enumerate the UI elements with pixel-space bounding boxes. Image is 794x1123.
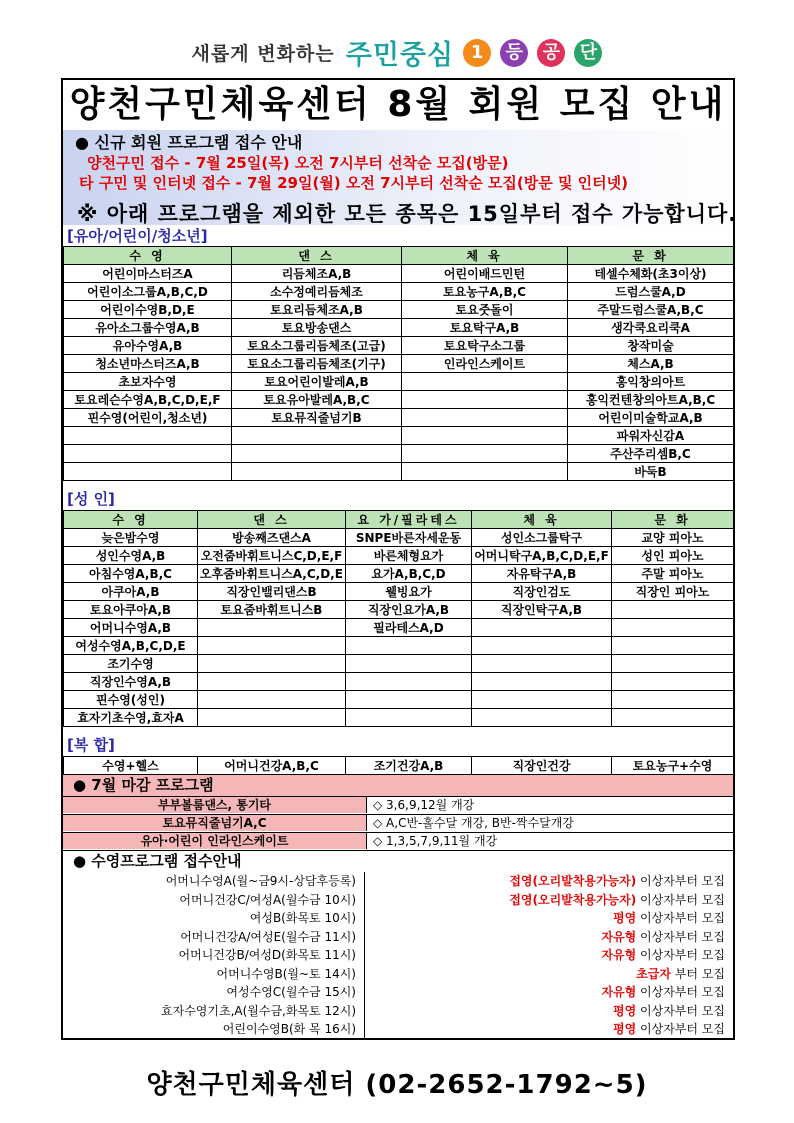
swim-program-requirement xyxy=(365,909,733,928)
notice-line-nonresident: 타 구민 및 인터넷 접수 - 7월 29일(월) 오전 7시부터 선착순 모집(방문 및 인터넷) xyxy=(79,174,629,192)
section-title-youth: [유아/어린이/청소년] xyxy=(67,227,208,245)
youth-program-cell xyxy=(402,409,568,427)
table-row xyxy=(64,337,734,355)
youth-program-cell: 테셀수체화(초3이상) xyxy=(568,265,734,283)
swim-program-name: 어린이수영B(화 목 16시) xyxy=(63,1020,365,1039)
swim-program-row xyxy=(63,1020,733,1039)
swim-level-suffix: 이상자부터 모집 xyxy=(636,1022,725,1036)
swim-program-requirement xyxy=(365,928,733,947)
swim-level-suffix: 이상자부터 모집 xyxy=(636,1003,725,1018)
swim-level: 접영(오리발착용가능자) xyxy=(509,874,637,888)
combined-program-cell: 직장인건강 xyxy=(472,757,612,775)
adult-program-cell xyxy=(612,601,734,619)
adult-program-cell: SNPE바른자세운동 xyxy=(346,529,472,547)
adult-program-cell xyxy=(472,655,612,673)
youth-program-cell: 인라인스케이트 xyxy=(402,355,568,373)
adult-header-cell: 문 화 xyxy=(612,511,734,529)
youth-program-cell: 창작미술 xyxy=(568,337,734,355)
adult-program-cell xyxy=(612,637,734,655)
combined-program-cell: 조기건강A,B xyxy=(346,757,472,775)
adult-program-cell: 직장인 피아노 xyxy=(612,583,734,601)
table-row xyxy=(64,565,734,583)
logo-badge-3: 공 xyxy=(537,39,565,67)
adult-program-cell: 핀수영(성인) xyxy=(64,691,198,709)
adult-program-cell: 웰빙요가 xyxy=(346,583,472,601)
swim-program-name: 효자수영기초,A(월수금,화목토 12시) xyxy=(63,1002,365,1021)
combined-program-cell: 수영+헬스 xyxy=(64,757,198,775)
closing-program-name: 부부볼룸댄스, 통기타 xyxy=(63,796,367,813)
youth-program-cell: 청소년마스터즈A,B xyxy=(64,355,232,373)
table-row xyxy=(64,301,734,319)
swim-level: 평영 xyxy=(613,1003,637,1018)
adult-program-cell: 방송째즈댄스A xyxy=(198,529,346,547)
swimming-heading: ● 수영프로그램 접수안내 xyxy=(63,850,733,871)
closing-heading: ● 7월 마감 프로그램 xyxy=(63,775,733,796)
youth-program-cell: 토요레슨수영A,B,C,D,E,F xyxy=(64,391,232,409)
swim-program-name: 어머니수영A(월~금9시-상담후등록) xyxy=(63,872,365,891)
youth-program-cell: 토요어린이발레A,B xyxy=(232,373,402,391)
adult-program-cell: 성인 피아노 xyxy=(612,547,734,565)
adult-program-cell: 교양 피아노 xyxy=(612,529,734,547)
adult-program-cell: 직장인수영A,B xyxy=(64,673,198,691)
adult-program-cell: 조기수영 xyxy=(64,655,198,673)
youth-header-cell: 문 화 xyxy=(568,247,734,265)
youth-header-cell: 수 영 xyxy=(64,247,232,265)
adult-program-cell: 바른체형요가 xyxy=(346,547,472,565)
adult-program-cell xyxy=(472,637,612,655)
logo-badge-4: 단 xyxy=(574,39,602,67)
youth-program-cell: 어린이미술학교A,B xyxy=(568,409,734,427)
adult-program-cell: 여성수영A,B,C,D,E xyxy=(64,637,198,655)
youth-program-cell: 파워자신감A xyxy=(568,427,734,445)
table-row xyxy=(64,637,734,655)
youth-program-cell: 유아소그룹수영A,B xyxy=(64,319,232,337)
table-row xyxy=(64,373,734,391)
combined-program-cell: 토요농구+수영 xyxy=(612,757,734,775)
adult-program-cell xyxy=(198,655,346,673)
swim-program-requirement xyxy=(365,891,733,910)
closing-program-name: 유아·어린이 인라인스케이트 xyxy=(63,832,367,849)
youth-program-cell: 핀수영(어린이,청소년) xyxy=(64,409,232,427)
adult-program-cell xyxy=(612,709,734,727)
adult-program-cell: 오전줌바휘트니스C,D,E,F xyxy=(198,547,346,565)
closing-program-info: ◇ A,C반-홀수달 개강, B반-짝수달개강 xyxy=(367,814,733,831)
youth-program-cell: 토요뮤직줄넘기B xyxy=(232,409,402,427)
adult-program-cell xyxy=(346,673,472,691)
youth-program-cell: 토요소그룹리듬체조(고급) xyxy=(232,337,402,355)
adult-program-cell xyxy=(198,673,346,691)
swim-program-row xyxy=(63,1002,733,1021)
youth-program-cell: 생각쿡요리쿡A xyxy=(568,319,734,337)
table-row xyxy=(64,601,734,619)
youth-program-cell: 주말드럼스쿨A,B,C xyxy=(568,301,734,319)
adult-program-cell xyxy=(346,709,472,727)
youth-program-cell xyxy=(64,427,232,445)
swim-program-row xyxy=(63,891,733,910)
adult-program-cell xyxy=(346,691,472,709)
adult-program-cell xyxy=(346,655,472,673)
swim-program-row xyxy=(63,983,733,1002)
adult-program-cell: 효자기초수영,효자A xyxy=(64,709,198,727)
adult-program-cell: 요가A,B,C,D xyxy=(346,565,472,583)
page-title: 양천구민체육센터 8월 회원 모집 안내 xyxy=(63,80,733,132)
youth-program-cell xyxy=(402,373,568,391)
adult-program-cell: 토요아쿠아A,B xyxy=(64,601,198,619)
swim-program-row xyxy=(63,928,733,947)
notice-line-resident: 양천구민 접수 - 7월 25일(목) 오전 7시부터 선착순 모집(방문) xyxy=(87,154,509,172)
swim-level-suffix: 이상자부터 모집 xyxy=(636,892,725,907)
table-row xyxy=(64,691,734,709)
table-row xyxy=(64,319,734,337)
adult-program-cell xyxy=(198,619,346,637)
youth-program-cell: 토요방송댄스 xyxy=(232,319,402,337)
swim-level: 평영 xyxy=(613,1022,637,1036)
youth-program-cell: 유아수영A,B xyxy=(64,337,232,355)
swim-level-suffix: 부터 모집 xyxy=(671,966,725,981)
logo-badge-2: 등 xyxy=(500,39,528,67)
table-row xyxy=(64,391,734,409)
closing-program-info: ◇ 1,3,5,7,9,11월 개강 xyxy=(367,832,733,849)
adult-program-table xyxy=(63,510,734,727)
table-row xyxy=(64,283,734,301)
adult-header-cell: 체 육 xyxy=(472,511,612,529)
table-row xyxy=(64,409,734,427)
swim-level-suffix: 이상자부터 모집 xyxy=(636,929,725,944)
adult-program-cell: 성인소그룹탁구 xyxy=(472,529,612,547)
youth-program-cell: 어린이수영B,D,E xyxy=(64,301,232,319)
youth-program-cell xyxy=(402,463,568,481)
youth-program-cell: 토요유아발레A,B,C xyxy=(232,391,402,409)
adult-program-cell: 주말 피아노 xyxy=(612,565,734,583)
adult-program-cell: 토요줌바휘트니스B xyxy=(198,601,346,619)
table-row xyxy=(64,427,734,445)
notice-frame xyxy=(61,78,738,1040)
table-row xyxy=(64,619,734,637)
youth-program-cell: 홍익컨텐창의아트A,B,C xyxy=(568,391,734,409)
swim-program-requirement xyxy=(365,946,733,965)
swim-level-suffix: 이상자부터 모집 xyxy=(636,874,725,888)
section-title-combined: [복 합] xyxy=(67,736,115,754)
footer-contact: 양천구민체육센터 (02-2652-1792~5) xyxy=(146,1070,648,1100)
combined-program-cell: 어머니건강A,B,C xyxy=(198,757,346,775)
closing-program-row xyxy=(63,832,733,849)
logo-badge-1: 1 xyxy=(463,39,491,67)
table-row xyxy=(64,445,734,463)
youth-program-cell: 어린이마스터즈A xyxy=(64,265,232,283)
swim-level: 자유형 xyxy=(601,985,637,999)
notice-line-exception: ※ 아래 프로그램을 제외한 모든 종목은 15일부터 접수 가능합니다. xyxy=(77,202,738,226)
adult-program-cell: 자유탁구A,B xyxy=(472,565,612,583)
youth-program-cell: 토요소그룹리듬체조(기구) xyxy=(232,355,402,373)
adult-program-cell: 아쿠아A,B xyxy=(64,583,198,601)
adult-program-cell: 어머니탁구A,B,C,D,E,F xyxy=(472,547,612,565)
table-row xyxy=(64,673,734,691)
adult-program-cell xyxy=(198,691,346,709)
adult-program-cell: 아침수영A,B,C xyxy=(64,565,198,583)
youth-program-cell: 체스A,B xyxy=(568,355,734,373)
adult-program-cell xyxy=(612,691,734,709)
youth-program-cell: 토요리듬체조A,B xyxy=(232,301,402,319)
adult-program-cell xyxy=(612,673,734,691)
swim-level-suffix: 이상자부터 모집 xyxy=(636,911,725,925)
adult-program-cell: 직장인검도 xyxy=(472,583,612,601)
swim-program-requirement xyxy=(365,1020,733,1039)
table-row xyxy=(64,709,734,727)
swim-program-name: 어머니건강B/여성D(화목토 11시) xyxy=(63,946,365,965)
youth-program-cell: 리듬체조A,B xyxy=(232,265,402,283)
swim-level: 자유형 xyxy=(601,929,637,944)
adult-program-cell xyxy=(198,637,346,655)
swim-program-requirement xyxy=(365,983,733,1002)
slogan-emphasis: 주민중심 xyxy=(345,40,455,71)
swim-level: 자유형 xyxy=(601,948,637,962)
youth-program-cell xyxy=(402,427,568,445)
youth-program-cell: 주산주리셈B,C xyxy=(568,445,734,463)
adult-program-cell: 직장인탁구A,B xyxy=(472,601,612,619)
adult-program-cell xyxy=(612,619,734,637)
youth-header-cell: 체 육 xyxy=(402,247,568,265)
table-row xyxy=(64,463,734,481)
swim-program-requirement xyxy=(365,1002,733,1021)
adult-program-cell xyxy=(346,637,472,655)
swim-level-suffix: 이상자부터 모집 xyxy=(636,948,725,962)
slogan xyxy=(0,33,794,73)
youth-program-cell xyxy=(402,391,568,409)
adult-program-cell xyxy=(472,709,612,727)
swim-program-name: 어머니건강C/여성A(월수금 10시) xyxy=(63,891,365,910)
youth-program-cell: 소수정예리듬체조 xyxy=(232,283,402,301)
adult-program-cell xyxy=(472,673,612,691)
swim-program-requirement xyxy=(365,872,733,891)
swim-program-name: 여성수영C(월수금 15시) xyxy=(63,983,365,1002)
youth-program-cell: 어린이소그룹A,B,C,D xyxy=(64,283,232,301)
swim-level-suffix: 이상자부터 모집 xyxy=(636,985,725,999)
table-row xyxy=(64,265,734,283)
swim-program-row xyxy=(63,909,733,928)
adult-program-cell: 직장인밸리댄스B xyxy=(198,583,346,601)
youth-program-cell: 드럼스쿨A,D xyxy=(568,283,734,301)
table-row xyxy=(64,583,734,601)
table-row xyxy=(64,529,734,547)
youth-program-cell xyxy=(232,463,402,481)
adult-program-cell xyxy=(612,655,734,673)
youth-program-cell xyxy=(232,427,402,445)
swim-program-row xyxy=(63,872,733,891)
adult-program-cell xyxy=(472,691,612,709)
swim-level: 초급자 xyxy=(636,966,671,981)
adult-program-cell: 직장인요가A,B xyxy=(346,601,472,619)
youth-program-cell: 토요탁구소그룹 xyxy=(402,337,568,355)
adult-program-cell: 어머니수영A,B xyxy=(64,619,198,637)
adult-header-cell: 수 영 xyxy=(64,511,198,529)
adult-program-cell xyxy=(198,709,346,727)
youth-header-cell: 댄 스 xyxy=(232,247,402,265)
youth-program-cell: 토요탁구A,B xyxy=(402,319,568,337)
slogan-prefix: 새롭게 변화하는 xyxy=(191,43,335,65)
youth-program-cell: 어린이배드민턴 xyxy=(402,265,568,283)
notice-heading: ● 신규 회원 프로그램 접수 안내 xyxy=(75,133,303,152)
swim-program-row xyxy=(63,965,733,984)
swim-program-name: 어머니수영B(월~토 14시) xyxy=(63,965,365,984)
youth-program-cell xyxy=(402,445,568,463)
swim-program-name: 어머니건강A/여성E(월수금 11시) xyxy=(63,928,365,947)
youth-program-cell: 홍익창의아트 xyxy=(568,373,734,391)
adult-header-cell: 요 가/필라테스 xyxy=(346,511,472,529)
combined-program-table xyxy=(63,756,734,775)
table-row xyxy=(64,355,734,373)
swim-level: 접영(오리발착용가능자) xyxy=(509,892,637,907)
swim-level: 평영 xyxy=(613,911,637,925)
youth-program-cell: 바둑B xyxy=(568,463,734,481)
adult-header-cell: 댄 스 xyxy=(198,511,346,529)
swim-program-name: 여성B(화목토 10시) xyxy=(63,909,365,928)
closing-program-name: 토요뮤직줄넘기A,C xyxy=(63,814,367,831)
youth-program-cell xyxy=(232,445,402,463)
table-row xyxy=(64,547,734,565)
swim-program-row xyxy=(63,946,733,965)
closing-program-row xyxy=(63,796,733,813)
section-title-adult: [성 인] xyxy=(67,490,115,508)
adult-program-cell: 성인수영A,B xyxy=(64,547,198,565)
adult-program-cell: 오후줌바휘트니스A,C,D,E xyxy=(198,565,346,583)
youth-program-table xyxy=(63,246,734,481)
closing-program-row xyxy=(63,814,733,831)
adult-program-cell: 늦은밤수영 xyxy=(64,529,198,547)
adult-program-cell: 필라테스A,D xyxy=(346,619,472,637)
youth-program-cell xyxy=(64,463,232,481)
youth-program-cell: 토요농구A,B,C xyxy=(402,283,568,301)
swim-program-requirement xyxy=(365,965,733,984)
closing-program-info: ◇ 3,6,9,12월 개강 xyxy=(367,796,733,813)
youth-program-cell xyxy=(64,445,232,463)
table-row xyxy=(64,655,734,673)
adult-program-cell xyxy=(472,619,612,637)
youth-program-cell: 토요줏돌이 xyxy=(402,301,568,319)
youth-program-cell: 초보자수영 xyxy=(64,373,232,391)
